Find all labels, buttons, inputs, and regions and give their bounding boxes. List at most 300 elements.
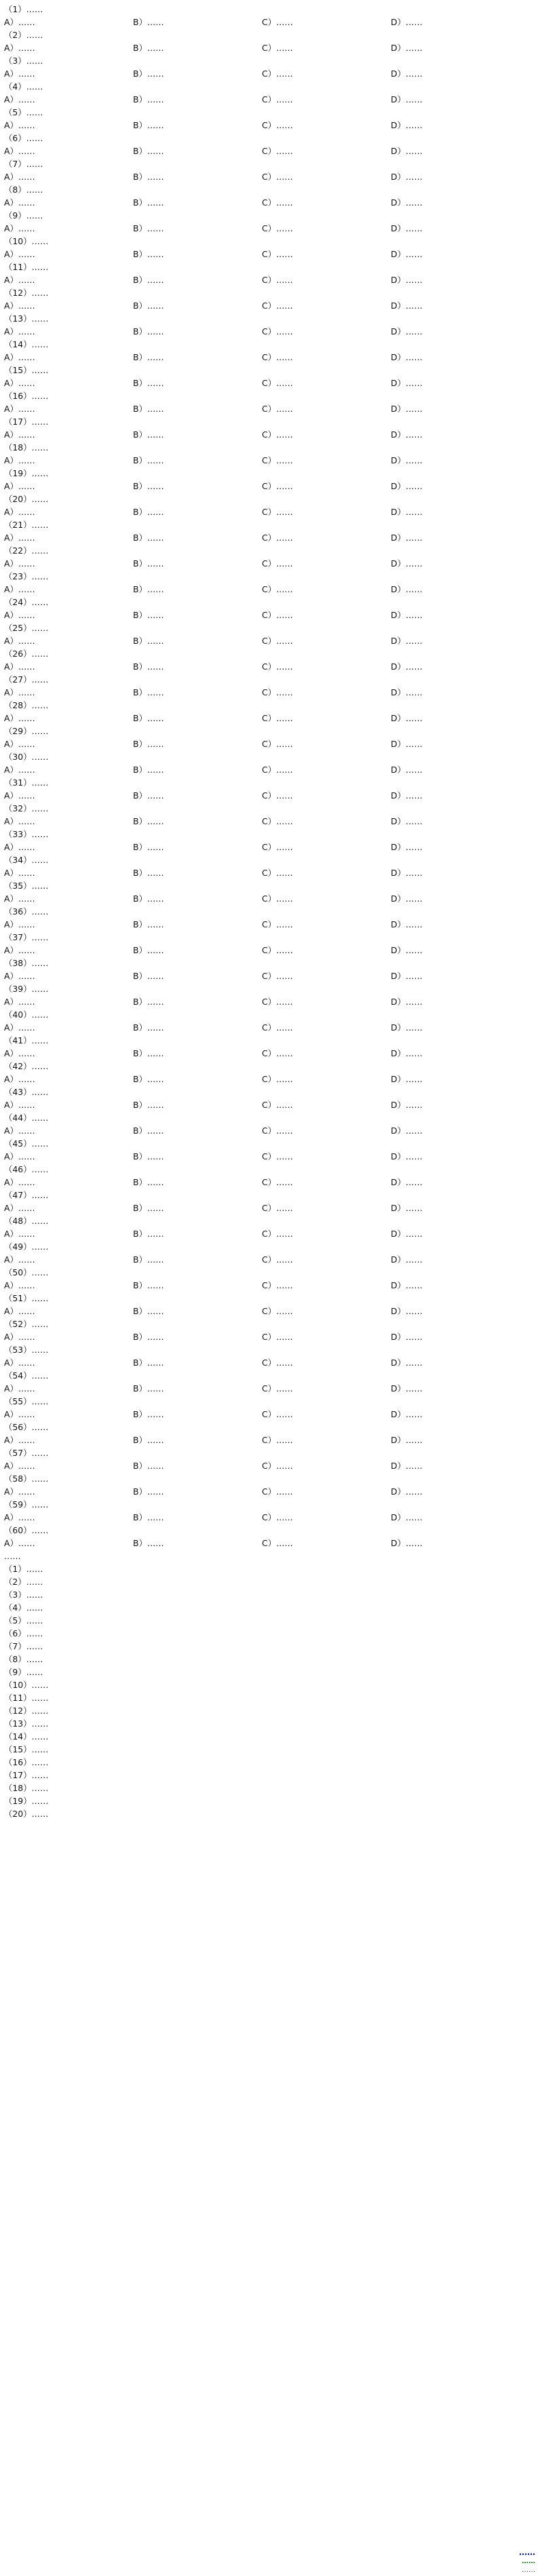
question-stem: （14）…… <box>4 339 49 349</box>
question-stem: （51）…… <box>4 1293 49 1303</box>
answer-option: A）…… <box>4 1177 35 1187</box>
answer-option: A）…… <box>4 197 35 208</box>
answer-option: B）…… <box>133 661 164 672</box>
answer-option: A）…… <box>4 765 35 775</box>
answer-option: D）…… <box>391 1512 423 1522</box>
question-stem: （46）…… <box>4 1164 49 1174</box>
question-stem: （8）…… <box>4 185 43 195</box>
answer-option: C）…… <box>262 1177 293 1187</box>
answer-option: A）…… <box>4 919 35 929</box>
option-row <box>4 248 534 261</box>
question-stem: （41）…… <box>4 1035 49 1045</box>
answer-option: C）…… <box>262 1486 293 1497</box>
answer-option: B）…… <box>133 868 164 878</box>
question-stem: （19）…… <box>4 468 49 478</box>
question-stem: （39）…… <box>4 984 49 994</box>
answer-option: C）…… <box>262 687 293 697</box>
answer-option: C）…… <box>262 301 293 311</box>
answer-option: A）…… <box>4 893 35 904</box>
answer-option: B）…… <box>133 1538 164 1548</box>
answer-option: C）…… <box>262 1048 293 1058</box>
question-stem: （37）…… <box>4 932 49 942</box>
fill-in-item: （17）…… <box>4 1770 49 1780</box>
answer-option: C）…… <box>262 120 293 130</box>
option-row <box>4 969 534 982</box>
answer-option: A）…… <box>4 120 35 130</box>
answer-option: D）…… <box>391 790 423 801</box>
option-row <box>4 712 534 725</box>
fill-in-item: （19）…… <box>4 1796 49 1806</box>
option-row <box>4 273 534 286</box>
answer-option: A）…… <box>4 301 35 311</box>
answer-option: D）…… <box>391 558 423 569</box>
fill-in-item: （6）…… <box>4 1628 43 1638</box>
question-stem: （7）…… <box>4 159 43 169</box>
answer-option: B）…… <box>133 1461 164 1471</box>
answer-option: B）…… <box>133 1022 164 1033</box>
answer-option: A）…… <box>4 533 35 543</box>
question-stem: （22）…… <box>4 545 49 556</box>
fill-in-item: （2）…… <box>4 1577 43 1587</box>
option-row <box>4 789 534 802</box>
fill-in-item: （5）…… <box>4 1615 43 1626</box>
question-stem: （60）…… <box>4 1525 49 1535</box>
question-stem: （27）…… <box>4 674 49 685</box>
option-row <box>4 944 534 957</box>
answer-option: B）…… <box>133 404 164 414</box>
answer-option: D）…… <box>391 636 423 646</box>
option-row <box>4 351 534 364</box>
answer-option: A）…… <box>4 507 35 517</box>
answer-option: A）…… <box>4 1022 35 1033</box>
question-stem: （3）…… <box>4 56 43 66</box>
answer-option: D）…… <box>391 893 423 904</box>
answer-option: C）…… <box>262 481 293 491</box>
fill-in-item: （11）…… <box>4 1693 49 1703</box>
answer-option: B）…… <box>133 378 164 388</box>
option-row <box>4 557 534 570</box>
option-row <box>4 1253 534 1266</box>
question-stem: （13）…… <box>4 313 49 324</box>
answer-option: C）…… <box>262 249 293 259</box>
question-stem: （55）…… <box>4 1396 49 1406</box>
option-row <box>4 119 534 132</box>
answer-option: A）…… <box>4 610 35 620</box>
answer-option: D）…… <box>391 765 423 775</box>
answer-option: D）…… <box>391 584 423 594</box>
answer-option: C）…… <box>262 893 293 904</box>
answer-option: C）…… <box>262 1100 293 1110</box>
question-stem: （34）…… <box>4 855 49 865</box>
answer-option: B）…… <box>133 790 164 801</box>
answer-option: B）…… <box>133 17 164 27</box>
option-row <box>4 1021 534 1034</box>
option-row <box>4 222 534 235</box>
question-stem: （49）…… <box>4 1242 49 1252</box>
answer-option: A）…… <box>4 404 35 414</box>
fill-in-item: （20）…… <box>4 1809 49 1819</box>
answer-option: D）…… <box>391 249 423 259</box>
answer-option: D）…… <box>391 842 423 852</box>
option-row <box>4 634 534 647</box>
answer-option: D）…… <box>391 146 423 156</box>
answer-option: C）…… <box>262 1280 293 1290</box>
answer-option: D）…… <box>391 1203 423 1213</box>
answer-option: B）…… <box>133 1383 164 1393</box>
answer-option: C）…… <box>262 1332 293 1342</box>
option-row <box>4 531 534 544</box>
option-row <box>4 1537 534 1550</box>
option-row <box>4 1279 534 1292</box>
question-stem: （18）…… <box>4 442 49 453</box>
answer-option: C）…… <box>262 816 293 826</box>
fill-in-item: （8）…… <box>4 1654 43 1664</box>
answer-option: B）…… <box>133 1126 164 1136</box>
answer-option: C）…… <box>262 94 293 104</box>
option-row <box>4 1434 534 1446</box>
answer-option: A）…… <box>4 43 35 53</box>
question-stem: （15）…… <box>4 365 49 375</box>
answer-option: D）…… <box>391 94 423 104</box>
answer-option: A）…… <box>4 481 35 491</box>
question-stem: （58）…… <box>4 1474 49 1484</box>
answer-option: A）…… <box>4 558 35 569</box>
answer-option: B）…… <box>133 249 164 259</box>
answer-option: C）…… <box>262 739 293 749</box>
option-row <box>4 67 534 80</box>
option-row <box>4 609 534 621</box>
answer-option: D）…… <box>391 661 423 672</box>
fill-in-item: （9）…… <box>4 1667 43 1677</box>
answer-option: C）…… <box>262 1358 293 1368</box>
answer-option: D）…… <box>391 713 423 723</box>
answer-option: B）…… <box>133 533 164 543</box>
question-stem: （2）…… <box>4 30 43 40</box>
answer-option: A）…… <box>4 1100 35 1110</box>
answer-option: C）…… <box>262 945 293 955</box>
answer-option: B）…… <box>133 919 164 929</box>
answer-option: B）…… <box>133 223 164 233</box>
answer-option: C）…… <box>262 1538 293 1548</box>
answer-option: A）…… <box>4 1048 35 1058</box>
answer-option: D）…… <box>391 1306 423 1316</box>
answer-option: D）…… <box>391 43 423 53</box>
question-stem: （5）…… <box>4 107 43 117</box>
fill-in-item: （7）…… <box>4 1641 43 1651</box>
answer-option: B）…… <box>133 842 164 852</box>
answer-option: A）…… <box>4 971 35 981</box>
answer-option: C）…… <box>262 197 293 208</box>
answer-option: C）…… <box>262 713 293 723</box>
answer-option: B）…… <box>133 1100 164 1110</box>
answer-option: D）…… <box>391 687 423 697</box>
answer-option: B）…… <box>133 1048 164 1058</box>
question-stem: （4）…… <box>4 81 43 92</box>
answer-option: D）…… <box>391 1048 423 1058</box>
question-stem: （24）…… <box>4 597 49 607</box>
answer-option: B）…… <box>133 481 164 491</box>
answer-option: A）…… <box>4 69 35 79</box>
option-row <box>4 1485 534 1498</box>
answer-option: B）…… <box>133 1074 164 1084</box>
question-stem: （45）…… <box>4 1138 49 1149</box>
option-row <box>4 1511 534 1524</box>
fill-in-item: （1）…… <box>4 1564 43 1574</box>
answer-option: A）…… <box>4 172 35 182</box>
answer-option: B）…… <box>133 636 164 646</box>
answer-option: B）…… <box>133 301 164 311</box>
answer-option: A）…… <box>4 842 35 852</box>
option-row <box>4 1124 534 1137</box>
fill-in-item: （14）…… <box>4 1731 49 1742</box>
answer-option: C）…… <box>262 610 293 620</box>
fill-in-item: （10）…… <box>4 1680 49 1690</box>
answer-option: C）…… <box>262 146 293 156</box>
question-stem: （52）…… <box>4 1319 49 1329</box>
option-row <box>4 841 534 853</box>
watermark-subtitle: …… <box>522 2558 535 2565</box>
answer-option: D）…… <box>391 816 423 826</box>
answer-option: B）…… <box>133 172 164 182</box>
fill-in-item: （3）…… <box>4 1590 43 1600</box>
answer-option: B）…… <box>133 739 164 749</box>
answer-option: A）…… <box>4 1409 35 1419</box>
answer-option: C）…… <box>262 636 293 646</box>
answer-option: C）…… <box>262 378 293 388</box>
question-stem: （48）…… <box>4 1216 49 1226</box>
question-stem: （16）…… <box>4 391 49 401</box>
answer-option: D）…… <box>391 945 423 955</box>
answer-option: D）…… <box>391 1538 423 1548</box>
question-stem: （31）…… <box>4 777 49 788</box>
answer-option: B）…… <box>133 1254 164 1265</box>
answer-option: A）…… <box>4 352 35 362</box>
question-stem: （32）…… <box>4 803 49 813</box>
answer-option: A）…… <box>4 1151 35 1161</box>
answer-option: A）…… <box>4 1203 35 1213</box>
answer-option: B）…… <box>133 893 164 904</box>
answer-option: B）…… <box>133 455 164 465</box>
answer-option: B）…… <box>133 1512 164 1522</box>
question-stem: （29）…… <box>4 726 49 736</box>
answer-option: D）…… <box>391 919 423 929</box>
answer-option: B）…… <box>133 69 164 79</box>
option-row <box>4 660 534 673</box>
answer-option: B）…… <box>133 1280 164 1290</box>
question-stem: （56）…… <box>4 1422 49 1432</box>
option-row <box>4 1202 534 1214</box>
answer-option: C）…… <box>262 1074 293 1084</box>
answer-option: A）…… <box>4 636 35 646</box>
answer-option: A）…… <box>4 429 35 440</box>
answer-option: C）…… <box>262 868 293 878</box>
answer-option: D）…… <box>391 301 423 311</box>
question-stem: （33）…… <box>4 829 49 839</box>
option-row <box>4 170 534 183</box>
answer-option: A）…… <box>4 378 35 388</box>
answer-option: B）…… <box>133 1151 164 1161</box>
answer-option: A）…… <box>4 945 35 955</box>
answer-option: A）…… <box>4 1229 35 1239</box>
option-row <box>4 1356 534 1369</box>
answer-option: C）…… <box>262 790 293 801</box>
question-stem: （23）…… <box>4 571 49 581</box>
answer-option: C）…… <box>262 842 293 852</box>
answer-option: B）…… <box>133 687 164 697</box>
answer-option: C）…… <box>262 1022 293 1033</box>
answer-option: C）…… <box>262 404 293 414</box>
answer-option: C）…… <box>262 765 293 775</box>
question-stem: （6）…… <box>4 133 43 143</box>
answer-option: C）…… <box>262 1126 293 1136</box>
answer-option: A）…… <box>4 1254 35 1265</box>
answer-option: A）…… <box>4 1461 35 1471</box>
answer-option: D）…… <box>391 1358 423 1368</box>
answer-option: C）…… <box>262 43 293 53</box>
answer-option: D）…… <box>391 1409 423 1419</box>
answer-option: D）…… <box>391 481 423 491</box>
answer-option: A）…… <box>4 17 35 27</box>
answer-option: D）…… <box>391 404 423 414</box>
question-stem: （40）…… <box>4 1010 49 1020</box>
answer-option: B）…… <box>133 610 164 620</box>
option-row <box>4 1073 534 1085</box>
answer-option: B）…… <box>133 275 164 285</box>
option-row <box>4 480 534 493</box>
option-row <box>4 1459 534 1472</box>
answer-option: D）…… <box>391 326 423 337</box>
option-row <box>4 196 534 209</box>
answer-option: D）…… <box>391 1022 423 1033</box>
question-stem: （42）…… <box>4 1061 49 1071</box>
question-stem: （9）…… <box>4 210 43 220</box>
answer-option: C）…… <box>262 1229 293 1239</box>
answer-option: B）…… <box>133 429 164 440</box>
answer-option: B）…… <box>133 558 164 569</box>
answer-option: A）…… <box>4 1486 35 1497</box>
answer-option: D）…… <box>391 378 423 388</box>
fill-in-item: （15）…… <box>4 1744 49 1754</box>
watermark-url: …… <box>522 2567 535 2574</box>
exam-document <box>4 3 534 1820</box>
answer-option: D）…… <box>391 1332 423 1342</box>
answer-option: C）…… <box>262 558 293 569</box>
question-stem: （50）…… <box>4 1267 49 1277</box>
answer-option: D）…… <box>391 971 423 981</box>
answer-option: C）…… <box>262 533 293 543</box>
answer-option: C）…… <box>262 1383 293 1393</box>
question-stem: （38）…… <box>4 958 49 968</box>
answer-option: D）…… <box>391 197 423 208</box>
answer-option: B）…… <box>133 997 164 1007</box>
answer-option: C）…… <box>262 971 293 981</box>
answer-option: B）…… <box>133 352 164 362</box>
answer-option: B）…… <box>133 1409 164 1419</box>
answer-option: C）…… <box>262 326 293 337</box>
answer-option: A）…… <box>4 997 35 1007</box>
answer-option: D）…… <box>391 1177 423 1187</box>
answer-option: A）…… <box>4 661 35 672</box>
answer-option: C）…… <box>262 1435 293 1445</box>
question-stem: （54）…… <box>4 1370 49 1381</box>
answer-option: C）…… <box>262 1512 293 1522</box>
answer-option: D）…… <box>391 1280 423 1290</box>
answer-option: C）…… <box>262 584 293 594</box>
question-stem: （25）…… <box>4 623 49 633</box>
answer-option: A）…… <box>4 223 35 233</box>
answer-option: A）…… <box>4 1512 35 1522</box>
answer-option: B）…… <box>133 1177 164 1187</box>
answer-option: A）…… <box>4 275 35 285</box>
watermark-title: …… <box>519 2548 535 2557</box>
question-stem: （21）…… <box>4 520 49 530</box>
question-stem: （12）…… <box>4 288 49 298</box>
answer-option: C）…… <box>262 69 293 79</box>
answer-option: A）…… <box>4 94 35 104</box>
answer-option: A）…… <box>4 1306 35 1316</box>
answer-option: C）…… <box>262 1409 293 1419</box>
answer-option: B）…… <box>133 120 164 130</box>
answer-option: B）…… <box>133 43 164 53</box>
answer-option: B）…… <box>133 1358 164 1368</box>
answer-option: D）…… <box>391 997 423 1007</box>
answer-option: D）…… <box>391 17 423 27</box>
option-row <box>4 377 534 389</box>
fill-in-item: （13）…… <box>4 1718 49 1729</box>
fill-in-item: （16）…… <box>4 1757 49 1767</box>
question-stem: （17）…… <box>4 417 49 427</box>
answer-option: C）…… <box>262 997 293 1007</box>
answer-option: A）…… <box>4 1280 35 1290</box>
answer-option: C）…… <box>262 919 293 929</box>
answer-option: A）…… <box>4 455 35 465</box>
answer-option: D）…… <box>391 69 423 79</box>
answer-option: D）…… <box>391 223 423 233</box>
question-stem: （36）…… <box>4 906 49 917</box>
option-row <box>4 299 534 312</box>
answer-option: C）…… <box>262 455 293 465</box>
answer-option: A）…… <box>4 868 35 878</box>
answer-option: B）…… <box>133 507 164 517</box>
answer-option: D）…… <box>391 352 423 362</box>
answer-option: D）…… <box>391 275 423 285</box>
question-stem: （11）…… <box>4 262 49 272</box>
answer-option: B）…… <box>133 1486 164 1497</box>
answer-option: D）…… <box>391 533 423 543</box>
answer-option: A）…… <box>4 687 35 697</box>
answer-option: A）…… <box>4 249 35 259</box>
option-row <box>4 1176 534 1189</box>
option-row <box>4 428 534 441</box>
answer-option: B）…… <box>133 584 164 594</box>
answer-option: D）…… <box>391 1151 423 1161</box>
answer-option: B）…… <box>133 146 164 156</box>
answer-option: B）…… <box>133 971 164 981</box>
option-row <box>4 737 534 750</box>
answer-option: C）…… <box>262 1254 293 1265</box>
answer-option: A）…… <box>4 713 35 723</box>
answer-option: B）…… <box>133 197 164 208</box>
question-stem: （53）…… <box>4 1345 49 1355</box>
answer-option: D）…… <box>391 1254 423 1265</box>
answer-option: D）…… <box>391 1229 423 1239</box>
answer-option: B）…… <box>133 713 164 723</box>
option-row <box>4 93 534 106</box>
answer-option: B）…… <box>133 1435 164 1445</box>
answer-option: C）…… <box>262 1306 293 1316</box>
answer-option: A）…… <box>4 146 35 156</box>
question-stem: （59）…… <box>4 1499 49 1510</box>
